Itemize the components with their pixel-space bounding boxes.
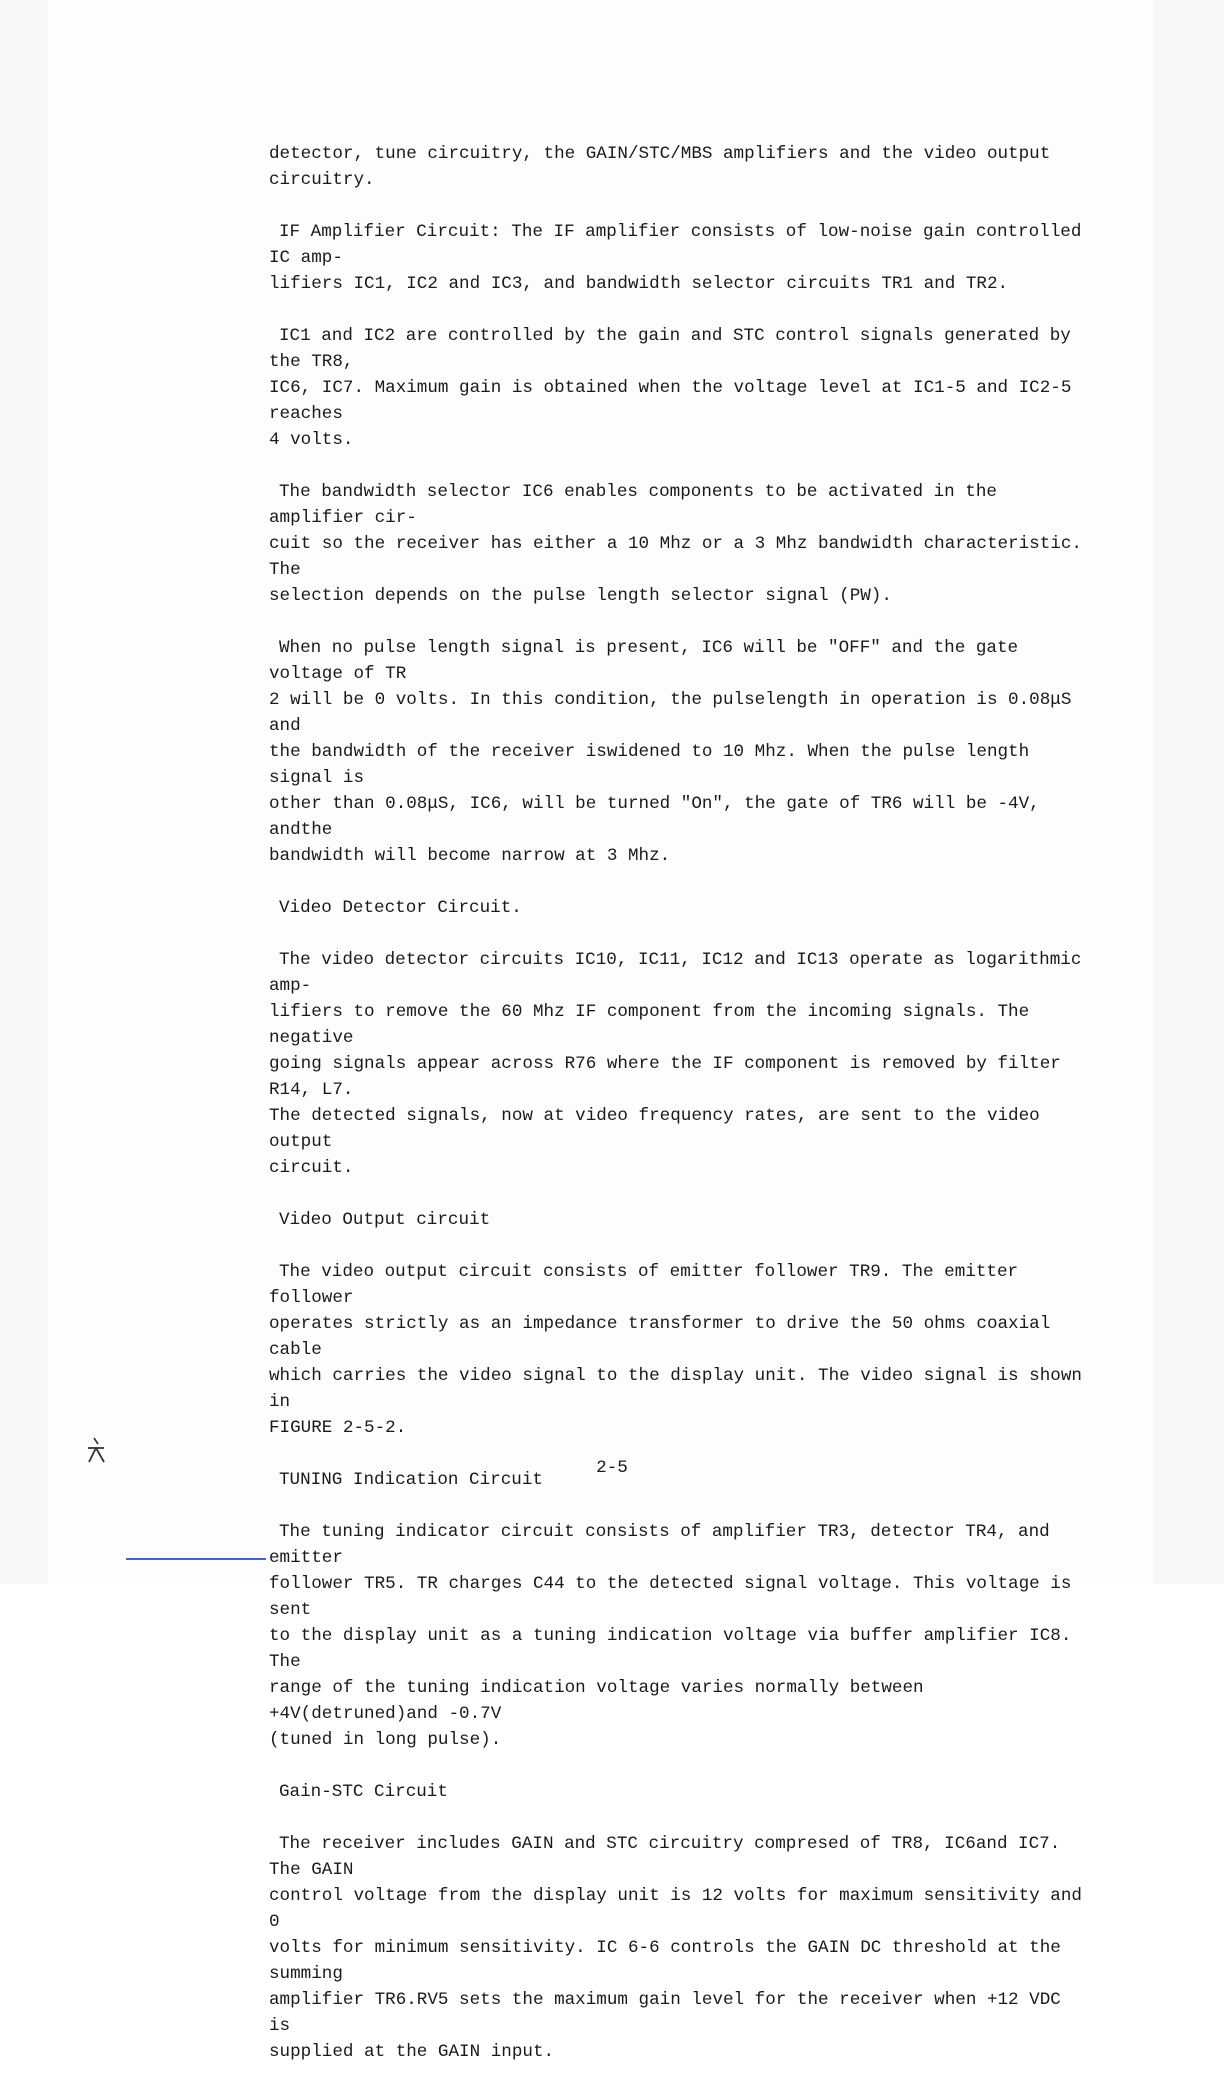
scan-edge-right: [1154, 0, 1224, 1584]
video-output-paragraph: The video output circuit consists of emitter follower TR9. The emitter follower operates strictly as an impedance transformer to drive the 50 ohms coaxial cable which carries the video signal to the display unit. The video signal is shown in FIGURE 2-5-2.: [269, 1262, 1082, 1438]
tuning-heading: TUNING Indication Circuit: [279, 1470, 543, 1490]
scan-edge-left: [0, 0, 48, 1584]
page-number: 2-5: [596, 1458, 628, 1478]
document-body: [269, 141, 1089, 2091]
if-amplifier-paragraph: IF Amplifier Circuit: The IF amplifier consists of low-noise gain controlled IC amp- lifiers IC1, IC2 and IC3, and bandwidth selector circuits TR1 and TR2.: [269, 222, 1082, 294]
video-detector-heading: Video Detector Circuit.: [279, 898, 522, 918]
bottom-underline: [126, 1558, 266, 1560]
pulse-length-paragraph: When no pulse length signal is present, IC6 will be "OFF" and the gate voltage of TR 2 will be 0 volts. In this condition, the pulselength in operation is 0.08μS and the bandwidth of the receiver iswidened to 10 Mhz. When the pulse length signal is other than 0.08μS, IC6, will be turned "On", the gate of TR6 will be -4V, andthe bandwidth will become narrow at 3 Mhz.: [269, 638, 1072, 866]
gain-stc-heading: Gain-STC Circuit: [279, 1782, 448, 1802]
ic-control-paragraph: IC1 and IC2 are controlled by the gain and STC control signals generated by the TR8, IC6, IC7. Maximum gain is obtained when the voltage level at IC1-5 and IC2-5 reaches 4 volts.: [269, 326, 1072, 450]
video-output-heading: Video Output circuit: [279, 1210, 491, 1230]
intro-paragraph: detector, tune circuitry, the GAIN/STC/MBS amplifiers and the video output circuitry.: [269, 144, 1051, 190]
bandwidth-paragraph: The bandwidth selector IC6 enables components to be activated in the amplifier cir- cuit so the receiver has either a 10 Mhz or a 3 Mhz bandwidth characteristic. The selection depends on the pulse length selector signal (PW).: [269, 482, 1082, 606]
video-detector-paragraph: The video detector circuits IC10, IC11, IC12 and IC13 operate as logarithmic amp- lifiers to remove the 60 Mhz IF component from the incoming signals. The negative going signals appear across R76 where the IF component is removed by filter R14, L7. The detected signals, now at video frequency rates, are sent to the video output circuit.: [269, 950, 1082, 1178]
gain-stc-paragraph: The receiver includes GAIN and STC circuitry compresed of TR8, IC6and IC7. The GAIN control voltage from the display unit is 12 volts for maximum sensitivity and 0 volts for minimum sensitivity. IC 6-6 controls the GAIN DC threshold at the summing amplifier TR6.RV5 sets the maximum gain level for the receiver when +12 VDC is supplied at the GAIN input.: [269, 1834, 1082, 2062]
handwritten-mark-icon: [84, 1436, 108, 1466]
tuning-paragraph: The tuning indicator circuit consists of amplifier TR3, detector TR4, and emitter follower TR5. TR charges C44 to the detected signal voltage. This voltage is sent to the display unit as a tuning indication voltage via buffer amplifier IC8. The range of the tuning indication voltage varies normally between +4V(detruned)and -0.7V (tuned in long pulse).: [269, 1522, 1072, 1750]
